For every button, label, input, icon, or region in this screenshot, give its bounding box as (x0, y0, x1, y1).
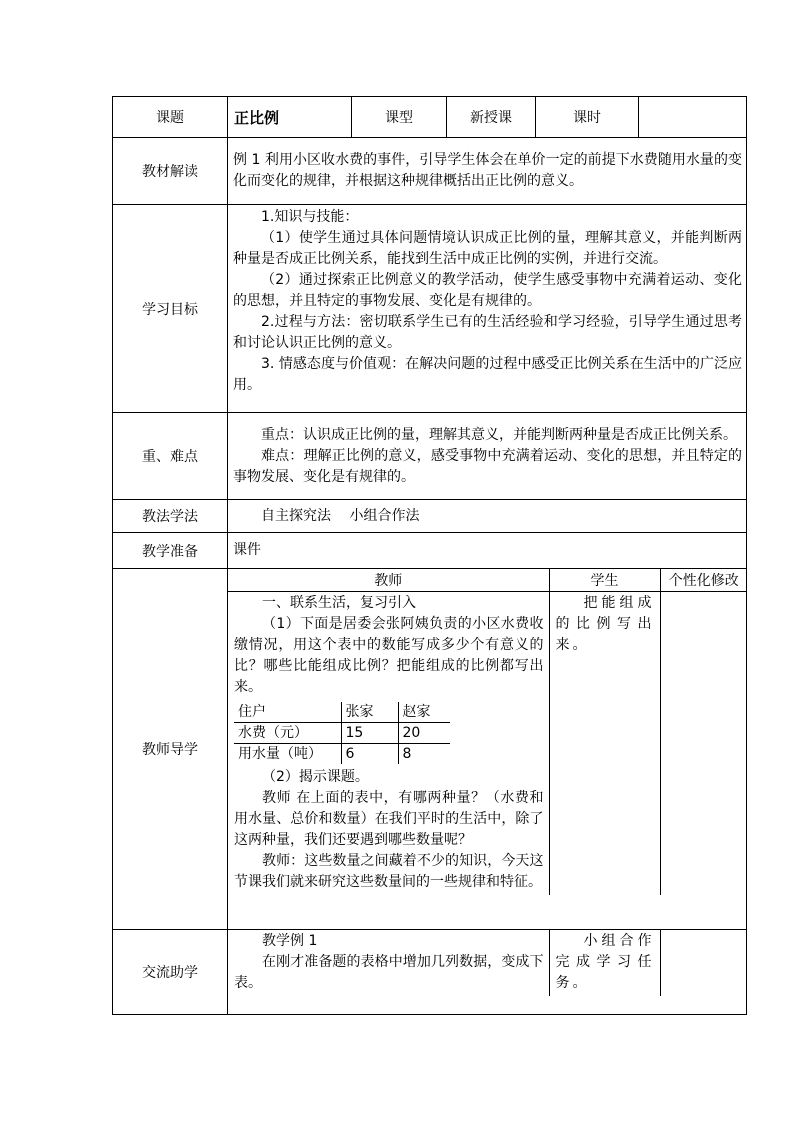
prep-label: 教学准备 (113, 533, 228, 569)
goal-line: （1）使学生通过具体问题情境认识成正比例的量，理解其意义，并能判断两种量是否成正比例关系，能找到生活中成正比例的实例，并进行交流。 (233, 230, 742, 267)
lesson-plan-table (112, 96, 747, 1015)
teacher-cell (228, 592, 549, 896)
topic-label: 课题 (113, 97, 228, 138)
hours-label: 课时 (536, 97, 639, 138)
methods-label: 教法学法 (113, 500, 228, 533)
student-cell (549, 592, 660, 896)
water-table-cell: 张家 (341, 702, 398, 723)
water-table-cell: 赵家 (398, 702, 450, 723)
guide-content (228, 569, 747, 930)
water-table-cell: 用水量（吨） (234, 744, 341, 765)
guide-row (113, 569, 747, 930)
example-heading: 教学例 1 (262, 933, 318, 949)
methods-row (113, 500, 747, 533)
water-table-cell: 20 (398, 723, 450, 744)
textbook-text: 例 1 利用小区收水费的事件，引导学生体会在单价一定的前提下水费随用水量的变化而变化的规律，并根据这种规律概括出正比例的意义。 (228, 138, 747, 205)
topic-value: 正比例 (228, 97, 352, 138)
reveal-topic: （2）揭示课题。 (262, 769, 369, 785)
col-teacher-header: 教师 (228, 569, 549, 592)
exchange-student-task: 小组合作完成学习任务。 (555, 933, 655, 991)
student-task: 把能组成的比例写出来。 (555, 595, 655, 653)
col-custom-header: 个性化修改 (660, 569, 747, 592)
textbook-row (113, 138, 747, 205)
teacher-question: 教师 在上面的表中，有哪两种量？（水费和用水量、总价和数量）在我们平时的生活中，除了这两种量，我们还要遇到哪些数量呢？ (234, 790, 544, 848)
water-table-cell: 15 (341, 723, 398, 744)
difficult-point: 难点：理解正比例的意义，感受事物中充满着运动、变化的思想，并且特定的事物发展、变化是有规律的。 (233, 447, 742, 485)
question-text: （1）下面是居委会张阿姨负责的小区水费收缴情况，用这个表中的数能写成多少个有意义的比？哪些比能组成比例？把能组成的比例都写出来。 (234, 616, 544, 695)
water-table-row (234, 744, 450, 765)
water-table-cell: 6 (341, 744, 398, 765)
guide-inner-table (228, 569, 747, 895)
type-label: 课型 (352, 97, 447, 138)
exchange-teacher-cell (228, 930, 549, 996)
key-point: 重点：认识成正比例的量，理解其意义，并能判断两种量是否成正比例关系。 (261, 426, 737, 443)
guide-label: 教师导学 (113, 569, 228, 930)
goal-line: 2.过程与方法：密切联系学生已有的生活经验和学习经验，引导学生通过思考和讨论认识正比例的意义。 (233, 314, 742, 351)
textbook-label: 教材解读 (113, 138, 228, 205)
exchange-content (228, 930, 747, 1015)
exchange-student-cell (549, 930, 660, 996)
water-table-cell: 住户 (234, 702, 341, 723)
goal-line: 1.知识与技能： (261, 209, 359, 225)
prep-row (113, 533, 747, 569)
goal-line: （2）通过探索正比例意义的教学活动，使学生感受事物中充满着运动、变化的思想，并且特定的事物发展、变化是有规律的。 (233, 272, 742, 309)
keypoints-row (113, 413, 747, 500)
exchange-label: 交流助学 (113, 930, 228, 1015)
hours-value (639, 97, 747, 138)
keypoints-text (228, 413, 747, 500)
exchange-custom-cell (660, 930, 747, 996)
water-table-header (234, 702, 450, 723)
teacher-remark: 教师：这些数量之间藏着不少的知识，今天这节课我们就来研究这些数量间的一些规律和特征。 (234, 853, 544, 890)
exchange-row (113, 930, 747, 1015)
exchange-inner-table (228, 930, 747, 996)
example-text: 在刚才准备题的表格中增加几列数据，变成下表。 (234, 954, 544, 991)
water-table-cell: 8 (398, 744, 450, 765)
type-value: 新授课 (447, 97, 536, 138)
keypoints-label: 重、难点 (113, 413, 228, 500)
goals-text (228, 205, 747, 413)
col-student-header: 学生 (549, 569, 660, 592)
water-table-row (234, 723, 450, 744)
water-table-cell: 水费（元） (234, 723, 341, 744)
methods-text: 自主探究法 小组合作法 (228, 500, 747, 533)
goals-label: 学习目标 (113, 205, 228, 413)
goals-row (113, 205, 747, 413)
prep-text: 课件 (228, 533, 747, 569)
custom-cell (660, 592, 747, 896)
water-fee-table (234, 702, 450, 764)
header-row (113, 97, 747, 138)
goal-line: 3. 情感态度与价值观：在解决问题的过程中感受正比例关系在生活中的广泛应用。 (233, 356, 742, 393)
section-heading: 一、联系生活，复习引入 (262, 595, 416, 611)
